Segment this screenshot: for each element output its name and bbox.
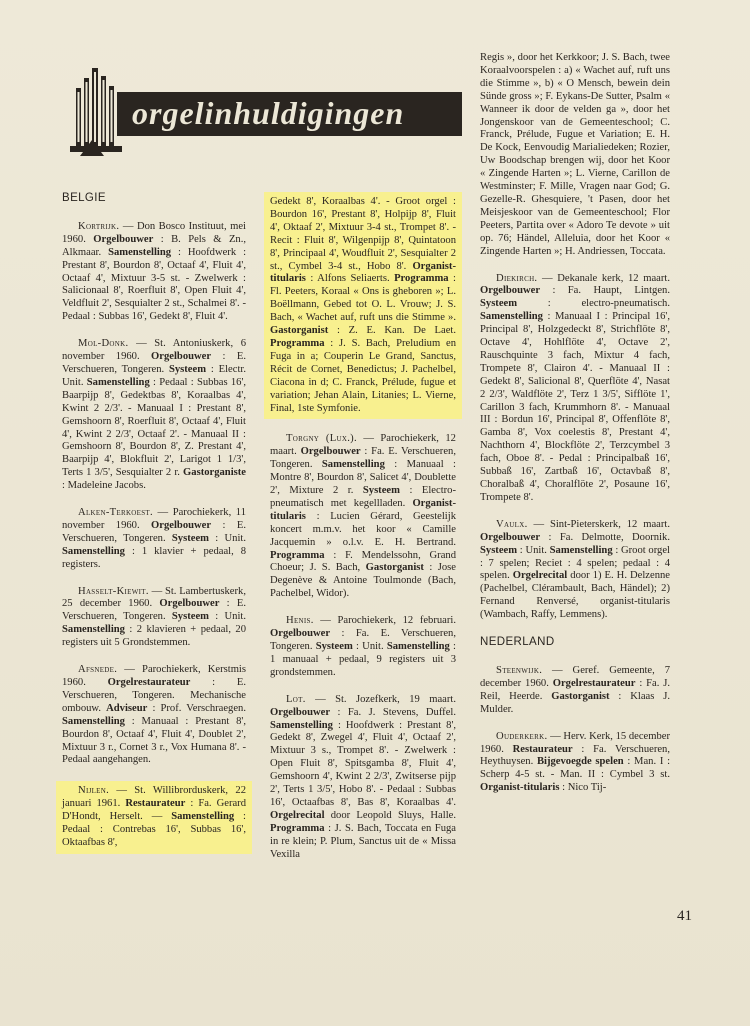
entry-label: Systeem [171,611,209,623]
entry-text: : Hoofdwerk : Prestant 8', Bourdon 8', Octaaf 4', Fluit 4', Octaaf 4', Mixtuur 3-5 st. - Zwelwerk : Salicionaal 8', Roerfluit 8', Open Fluit 4', Veldfluit 2', Sesquialter 2 st., Schalmei 8'. - Pedaal : Subbas 16', Gedekt 8', Fluit 4'. [62,246,247,323]
entry-text: : Madeleine Jacobs. [62,480,146,492]
entry-text: : Unit. [208,532,246,544]
entry-label: Orgelbouwer [270,706,331,718]
entry-label: Bijgevoegde spelen [536,756,624,768]
entry-text: — St. Willibrorduskerk, 22 januari 1961. [62,785,246,810]
entry-text: : J. S. Bach, Toccata en Fuga in re klein; P. Plum, Sanctus uit de « Missa Vexilla [270,822,456,860]
entry-label: Samenstelling [108,246,172,258]
entry-label: Programma [270,549,325,561]
entry-text: : Electr. Unit. [62,363,246,388]
place-name: Torgny (Lux.). [286,433,357,445]
entry-text: : Fa. J. Stevens, Duffel. [330,706,456,718]
entry-label: Samenstelling [480,311,543,323]
place-name: Afsnede. [78,664,118,676]
entry-label: Orgelrecital [512,570,568,582]
highlighted-entry-nijlen [56,781,252,854]
page-number: 41 [677,908,692,924]
entry-text: — St. Antoniuskerk, 6 november 1960. [62,338,246,363]
entry-text: : electro-pneumatisch. [517,298,670,310]
entry-text: — Parochiekerk, 11 november 1960. [62,507,246,531]
entry-label: Organist-titularis [270,497,456,522]
entry-label: Orgelrestaurateur [552,677,636,689]
entry-label: Gastorganist [270,325,329,337]
entry-text: : 2 klavieren + pedaal, 20 registers uit 5 Grondstemmen. [62,624,246,649]
entry-text: : B. Pels & Zn., Alkmaar. [62,233,247,258]
entry-label: Orgelbouwer [159,598,220,610]
place-name: Nijlen. [78,785,110,797]
entry-text: : Fa. Gerard D'Hondt, Herselt. — [62,798,247,823]
entry-text: : F. Mendelssohn, Grand Choeur; J. S. Bach, [270,549,456,574]
entry-text: — Dekanale kerk, 12 maart. [537,272,670,284]
entry-text: Regis », door het Kerkkoor; J. S. Bach, twee Koraalvoorspelen : a) « Wachet auf, ruft uns die Stimme », b) « O Mensch, bewein dein Sünde gross »; F. Eykans-De Sutter, Psalm « Wanneer ik door de velden ga », door het Jongenskoor van de Gemeenteschool; C. Franck, Prélude, Fugue et Variation; E. H. De Kock, Eenvoudig Marialiedeken; Rozier, Uw Boodschap brengen wij, door het Koor « Zingende Harten »; L. Vierne, Carillon de Westminster; F. Mille, Vragen naar God; G. Gezelle-R. Ghesquiere, 't Pasen, door het Meisjeskoor van de Gemeenteschool; Flor Peeters, Partita over « Adoro Te devote » uit op. 76; Händel, Alleluia, door het Koor « Zingende Harten »; H. Andriessen, Toccata. [480,52,670,257]
entry-text: : Fa. Verschueren, Heythuysen. [480,743,670,768]
entry-text: : Fa. Haupt, Lintgen. [540,285,670,297]
entry-kortrijk [62,221,246,324]
entry-label: Samenstelling [62,545,125,557]
entry-mol-donk [62,338,246,493]
entry-label: Systeem [315,641,353,652]
entry-text: : Z. E. Kan. De Laet. [328,325,456,337]
entry-nijlen-continued [270,196,456,415]
entry-label: Orgelbouwer [480,531,541,543]
place-name: Kortrijk. [78,220,120,232]
entry-text: Gedekt 8', Koraalbas 4'. - Groot orgel : Bourdon 16', Prestant 8', Holpijp 8', Fluit 4', Oktaaf 2', Mixtuur 3-4 st., Trompet 8'. - Recit : Fluit 8', Wilgenpijp 8', Quintatoon 8', Principaal 4', Woudfluit 2', Sesquialter 2 st., Cymbel 3-4 st., Hobo 8'. [270,196,456,272]
entry-text: : Groot orgel : 7 spelen; Reciet : 4 spelen; pedaal : 4 spelen. [480,544,670,582]
entry-text: : Klaas J. Mulder. [480,690,670,715]
entry-text: : Unit. [208,611,246,623]
entry-text: — Herv. Kerk, 15 december 1960. [480,730,670,755]
entry-vaulx [480,519,670,622]
entry-text: : Unit. [517,544,550,556]
entry-hasselt-kiewit [62,586,246,651]
entry-text: : Alfons Seliaerts. [305,273,395,285]
entry-label: Gastorganist [365,562,424,574]
entry-text: — Don Bosco Instituut, mei 1960. [62,220,246,245]
entry-text: — Geref. Gemeente, 7 december 1960. [480,664,670,689]
place-name: Diekirch. [496,272,538,284]
entry-label: Organist-titularis [480,782,560,794]
place-name: Ouderkerk. [496,730,548,742]
entry-text: : Pedaal : Subbas 16', Baarpijp 8', Gedektbas 8', Koraalbas 4', Kwint 2 2/3'. - Manuaal I : Prestant 8', Gemshoorn 8', Roerfluit 8', Octaaf 4', Fluit 4', Kwint 2 2/3', Octaaf 2'. - Manuaal II : Gemshoorn 8', Bourdon 8', Z. Prestant 4', Baarpijp 4', Blokfluit 2', Larigot 1 1/3', Terts 1 3/5', Sesquialter 2 r. [62,376,246,479]
entry-label: Samenstelling [386,641,450,652]
entry-label: Orgelrecital [270,809,325,821]
entry-label: Orgelbouwer [270,628,331,640]
entry-label: Systeem [480,544,518,556]
entry-label: Orgelbouwer [151,351,212,363]
entry-label: Samenstelling [86,376,150,388]
entry-text: : E. Verschueren, Tongeren. [62,519,246,544]
place-name: Steenwijk. [496,664,543,676]
column-2 [270,192,456,876]
entry-text: — Parochiekerk, Kerstmis 1960. [62,664,246,688]
highlighted-entry-nijlen-continued [264,192,462,419]
organ-pipes-emblem-icon [62,58,462,168]
entry-text: — Parochiekerk, 12 maart. [270,433,456,458]
entry-label: Samenstelling [171,811,235,823]
entry-label: Programma [270,337,325,349]
entry-label: Systeem [362,485,400,497]
entry-text: : Fa. E. Verschueren, Tongeren. [270,446,456,471]
entry-label: Programma [270,822,325,834]
entry-text: : Manuaal I : Principal 16', Principal 8', Holzgedeckt 8', Strichflöte 8', Octave 4', Hohlflöte 4', Octave 2', Rauschquinte 3 fach, Mixtur 4 fach, Trompete 8', Clairon 4'. - Manuaal II : Gedekt 8', Salicional 8', Querflöte 4', Nasat 2 2/3', Waldflöte 2', Terz 1 3/5', Sifflöte 1', Carillon 3 fach, Krummhorn 8'. - Manuaal III : Bordun 16', Principal 8', Offenflöte 8', Gamba 8', Vox coelestis 8', Prestant 4', Nachthorn 4', Blockflöte 2', Terzcymbel 3 fach, Oboe 8'. - Pedal : Principalbaß 16', Subbaß 16', Zartbaß 16', Octavbaß 8', Choralbaß 4', Choralflöte 2', Posaune 16', Trompete 8'. [480,311,670,503]
entry-label: Gastorganiste [183,467,246,479]
entry-text: : Lucien Gérard, Geestelijk koncert m.m.v. het koor « Camille Jacquemin » o.l.v. E. H. Bertrand. [270,510,456,548]
entry-label: Programma [394,273,449,285]
entry-label: Systeem [168,363,207,375]
entry-label: Samenstelling [270,719,333,731]
entry-text: : Fl. Peeters, Koraal « Ons is gheboren »; L. Boëllmann, Gebed tot O. L. Vrouw; J. S. Bach, « Wachet auf, ruft uns die Stimme ». [270,273,456,324]
header-title: orgelinhuldigingen [132,95,405,131]
entry-label: Samenstelling [62,715,125,727]
entry-henis [270,615,456,680]
header-banner [62,58,462,168]
entry-nijlen [62,785,246,850]
entry-afsnede [62,664,246,767]
entry-text: — St. Lambertuskerk, 25 december 1960. [62,585,246,610]
entry-text: : Manuaal : Montre 8', Bourdon 8', Salicet 4', Doublette 2', Mixture 2 r. [270,459,456,497]
column-3 [480,52,670,809]
entry-text: : Prof. Verschraegen. [147,702,246,714]
entry-label: Orgelrestaurateur [107,677,191,688]
entry-label: Samenstelling [549,544,613,556]
entry-text: : Fa. Delmotte, Doornik. [540,531,670,543]
entry-label: Gastorganist [551,690,610,702]
entry-text: : Electro-pneumatisch met kegellladen. [270,485,457,509]
entry-lot [270,694,456,862]
entry-text: : Unit. [352,641,387,652]
entry-text: : Fa. E. Verschueren, Tongeren. [270,628,456,652]
entry-text: : E. Verschueren, Tongeren. Mechanische ombouw. [62,677,246,714]
entry-text: : Hoofdwerk : Prestant 8', Gedekt 8', Zwegel 4', Fluit 4', Octaaf 2', Mixtuur 3 s., Trompet 8'. - Zwelwerk : Open Fluit 8', Spitsgamba 8', Fluit 4', Gemshoorn 4', Kwint 2 2/3', Zwitserse pijp 2', Terts 1 3/5', Hobo 8'. - Pedaal : Subbas 16', Octaafbas 8', Bas 8', Koraalbas 4'. [270,719,456,808]
entry-text: : Man. I : Scherp 4-5 st. - Man. II : Cymbel 3 st. [480,756,671,781]
entry-text: : Nico Tij- [559,782,607,794]
entry-text: — Parochiekerk, 12 februari. [313,615,456,627]
entry-steenwijk [480,665,670,717]
entry-text: : Fa. J. Reil, Heerde. [480,677,670,702]
entry-alken-terkoest [62,507,246,572]
entry-label: Orgelbouwer [480,285,541,297]
entry-text: door Leopold Sluys, Halle. [324,809,456,821]
entry-ouderkerk [480,731,670,796]
place-name: Hasselt-Kiewit. [78,585,149,597]
place-name: Alken-Terkoest. [78,507,153,519]
place-name: Henis. [286,615,314,627]
entry-text: — Sint-Pieterskerk, 12 maart. [527,518,670,530]
entry-diekirch [480,273,670,505]
entry-text: : 1 manuaal + pedaal, 9 registers uit 3 grondstemmen. [270,641,456,678]
entry-lot-continued [480,52,670,259]
entry-text: : Jose Degenève & Antoine Toulmonde (Bach, Pachelbel, Widor). [270,562,457,600]
column-1 [62,192,246,868]
entry-text: : E. Verschueren, Tongeren. [62,598,246,623]
entry-label: Orgelbouwer [151,519,212,531]
entry-text: — St. Jozefkerk, 19 maart. [305,693,456,705]
entry-label: Adviseur [106,702,148,714]
entry-label: Samenstelling [321,459,385,471]
entry-label: Organist-titularis [270,260,456,285]
place-name: Lot. [286,693,306,705]
entry-label: Orgelbouwer [93,233,154,245]
entry-label: Restaurateur [125,798,186,810]
entry-text: door 1) E. H. Delzenne (Pachelbel, Clérambault, Bach, Händel); 2) Fernand Renversé, organist-titularis (Wambach, Raffy, Lemmens). [480,570,670,621]
entry-label: Systeem [480,298,518,310]
entry-label: Samenstelling [62,624,125,636]
entry-label: Orgelbouwer [300,446,361,458]
section-heading-belgie: BELGIE [62,192,106,204]
entry-text: : Manuaal : Prestant 8', Bourdon 8', Octaaf 4', Fluit 4', Doublet 2', Mixtuur 3 r., Cornet 3 r., Vox Humana 8'. - Pedaal aangehangen. [62,715,246,766]
entry-text: : 1 klavier + pedaal, 8 registers. [62,545,246,570]
entry-label: Systeem [171,532,209,544]
entry-label: Restaurateur [512,743,573,755]
entry-text: : J. S. Bach, Preludium en Fuga in a; Couperin Le Grand, Sanctus, Récit de Cornet, Benedictus; J. Pachelbel, Ciacona in d; C. Franck, Prélude, fugue et variation; Jehan Alain, Litanies; L. Vierne, Final, 1ste Symfonie. [270,337,456,414]
entry-text: : E. Verschueren, Tongeren. [62,351,246,375]
place-name: Mol-Donk. [78,338,129,350]
entry-torgny [270,433,456,601]
entry-text: : Pedaal : Contrebas 16', Subbas 16', Oktaafbas 8', [62,811,246,848]
section-heading-nederland: NEDERLAND [480,636,555,649]
place-name: Vaulx. [496,518,528,530]
